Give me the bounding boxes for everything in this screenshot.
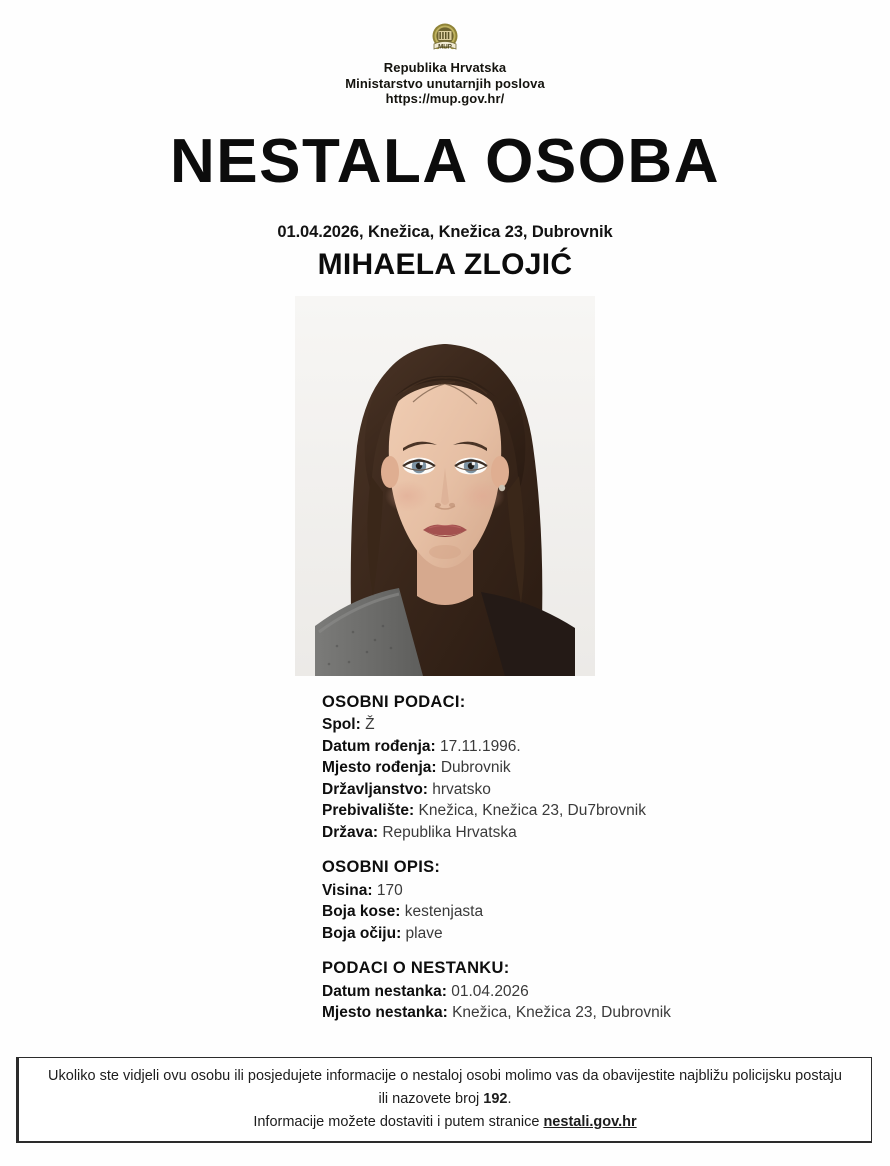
person-details [322, 692, 890, 1024]
footer-line-2-prefix: policijsku postaju ili nazovete broj [378, 1068, 842, 1107]
detail-label: Prebivalište: [322, 802, 415, 819]
section-title: OSOBNI OPIS: [322, 858, 441, 876]
detail-value: plave [405, 924, 443, 942]
detail-row-datum-rodenja [322, 736, 890, 758]
emergency-phone-number: 192 [483, 1091, 508, 1107]
contact-info-box [16, 1057, 872, 1143]
detail-row-visina [322, 880, 890, 902]
detail-label: Mjesto rođenja: [322, 759, 437, 776]
org-line-url[interactable]: https://mup.gov.hr/ [385, 91, 505, 106]
detail-value: Dubrovnik [440, 759, 511, 776]
section-podaci-o-nestanku [322, 958, 890, 1024]
detail-label: Datum nestanka: [322, 982, 447, 1000]
detail-label: Spol: [322, 716, 361, 733]
detail-label: Boja očiju: [322, 924, 402, 942]
detail-label: Boja kose: [322, 903, 401, 920]
detail-value: kestenjasta [404, 903, 484, 920]
detail-value: Knežica, Knežica 23, Dubrovnik [452, 1004, 671, 1021]
incident-summary: 01.04.2026, Knežica, Knežica 23, Dubrovnik [277, 222, 613, 241]
svg-text:MUP: MUP [438, 43, 452, 51]
person-photo [295, 296, 595, 676]
footer-line-1: Ukoliko ste vidjeli ovu osobu ili posjedujete informacije o nestaloj osobi molimo vas da obavijestite najbližu [48, 1068, 729, 1084]
detail-value: Knežica, Knežica 23, Du7brovnik [418, 802, 646, 819]
detail-row-boja-kose [322, 901, 890, 923]
detail-value: 17.11.1996. [440, 737, 521, 755]
detail-label: Državljanstvo: [322, 780, 428, 798]
poster-header [0, 0, 890, 107]
person-name: MIHAELA ZLOJIĆ [317, 247, 573, 281]
detail-value: hrvatsko [432, 780, 491, 798]
detail-value: 170 [376, 881, 403, 899]
organization-lines [0, 60, 890, 107]
footer-line-3-prefix: Informacije možete dostaviti i putem stranice [253, 1114, 544, 1130]
contact-info-text [19, 1065, 871, 1134]
org-line-ministry: Ministarstvo unutarnjih poslova [345, 75, 545, 91]
section-title: PODACI O NESTANKU: [322, 959, 510, 977]
detail-value: 01.04.2026 [451, 982, 529, 1000]
person-photo-image [295, 296, 595, 676]
detail-label: Datum rođenja: [322, 737, 436, 755]
section-osobni-podaci [322, 692, 890, 844]
detail-row-drzava [322, 822, 890, 844]
detail-row-mjesto-nestanka [322, 1002, 890, 1024]
detail-label: Mjesto nestanka: [322, 1004, 448, 1021]
detail-row-prebivaliste [322, 800, 890, 822]
page-title: NESTALA OSOBA [170, 126, 720, 196]
section-osobni-opis [322, 857, 890, 944]
detail-label: Visina: [322, 881, 373, 899]
detail-row-drzavljanstvo [322, 779, 890, 801]
nestali-portal-link[interactable]: nestali.gov.hr [543, 1114, 637, 1130]
detail-label: Država: [322, 823, 378, 841]
mup-crest-icon [426, 22, 464, 56]
detail-row-datum-nestanka [322, 981, 890, 1003]
detail-row-boja-ociju [322, 923, 890, 945]
section-title: OSOBNI PODACI: [322, 692, 466, 711]
detail-row-mjesto-rodenja [322, 757, 890, 779]
footer-line-2-suffix: . [507, 1091, 512, 1107]
org-line-republic: Republika Hrvatska [383, 60, 507, 75]
detail-value: Ž [365, 716, 375, 733]
detail-row-spol [322, 714, 890, 736]
detail-value: Republika Hrvatska [382, 823, 517, 841]
